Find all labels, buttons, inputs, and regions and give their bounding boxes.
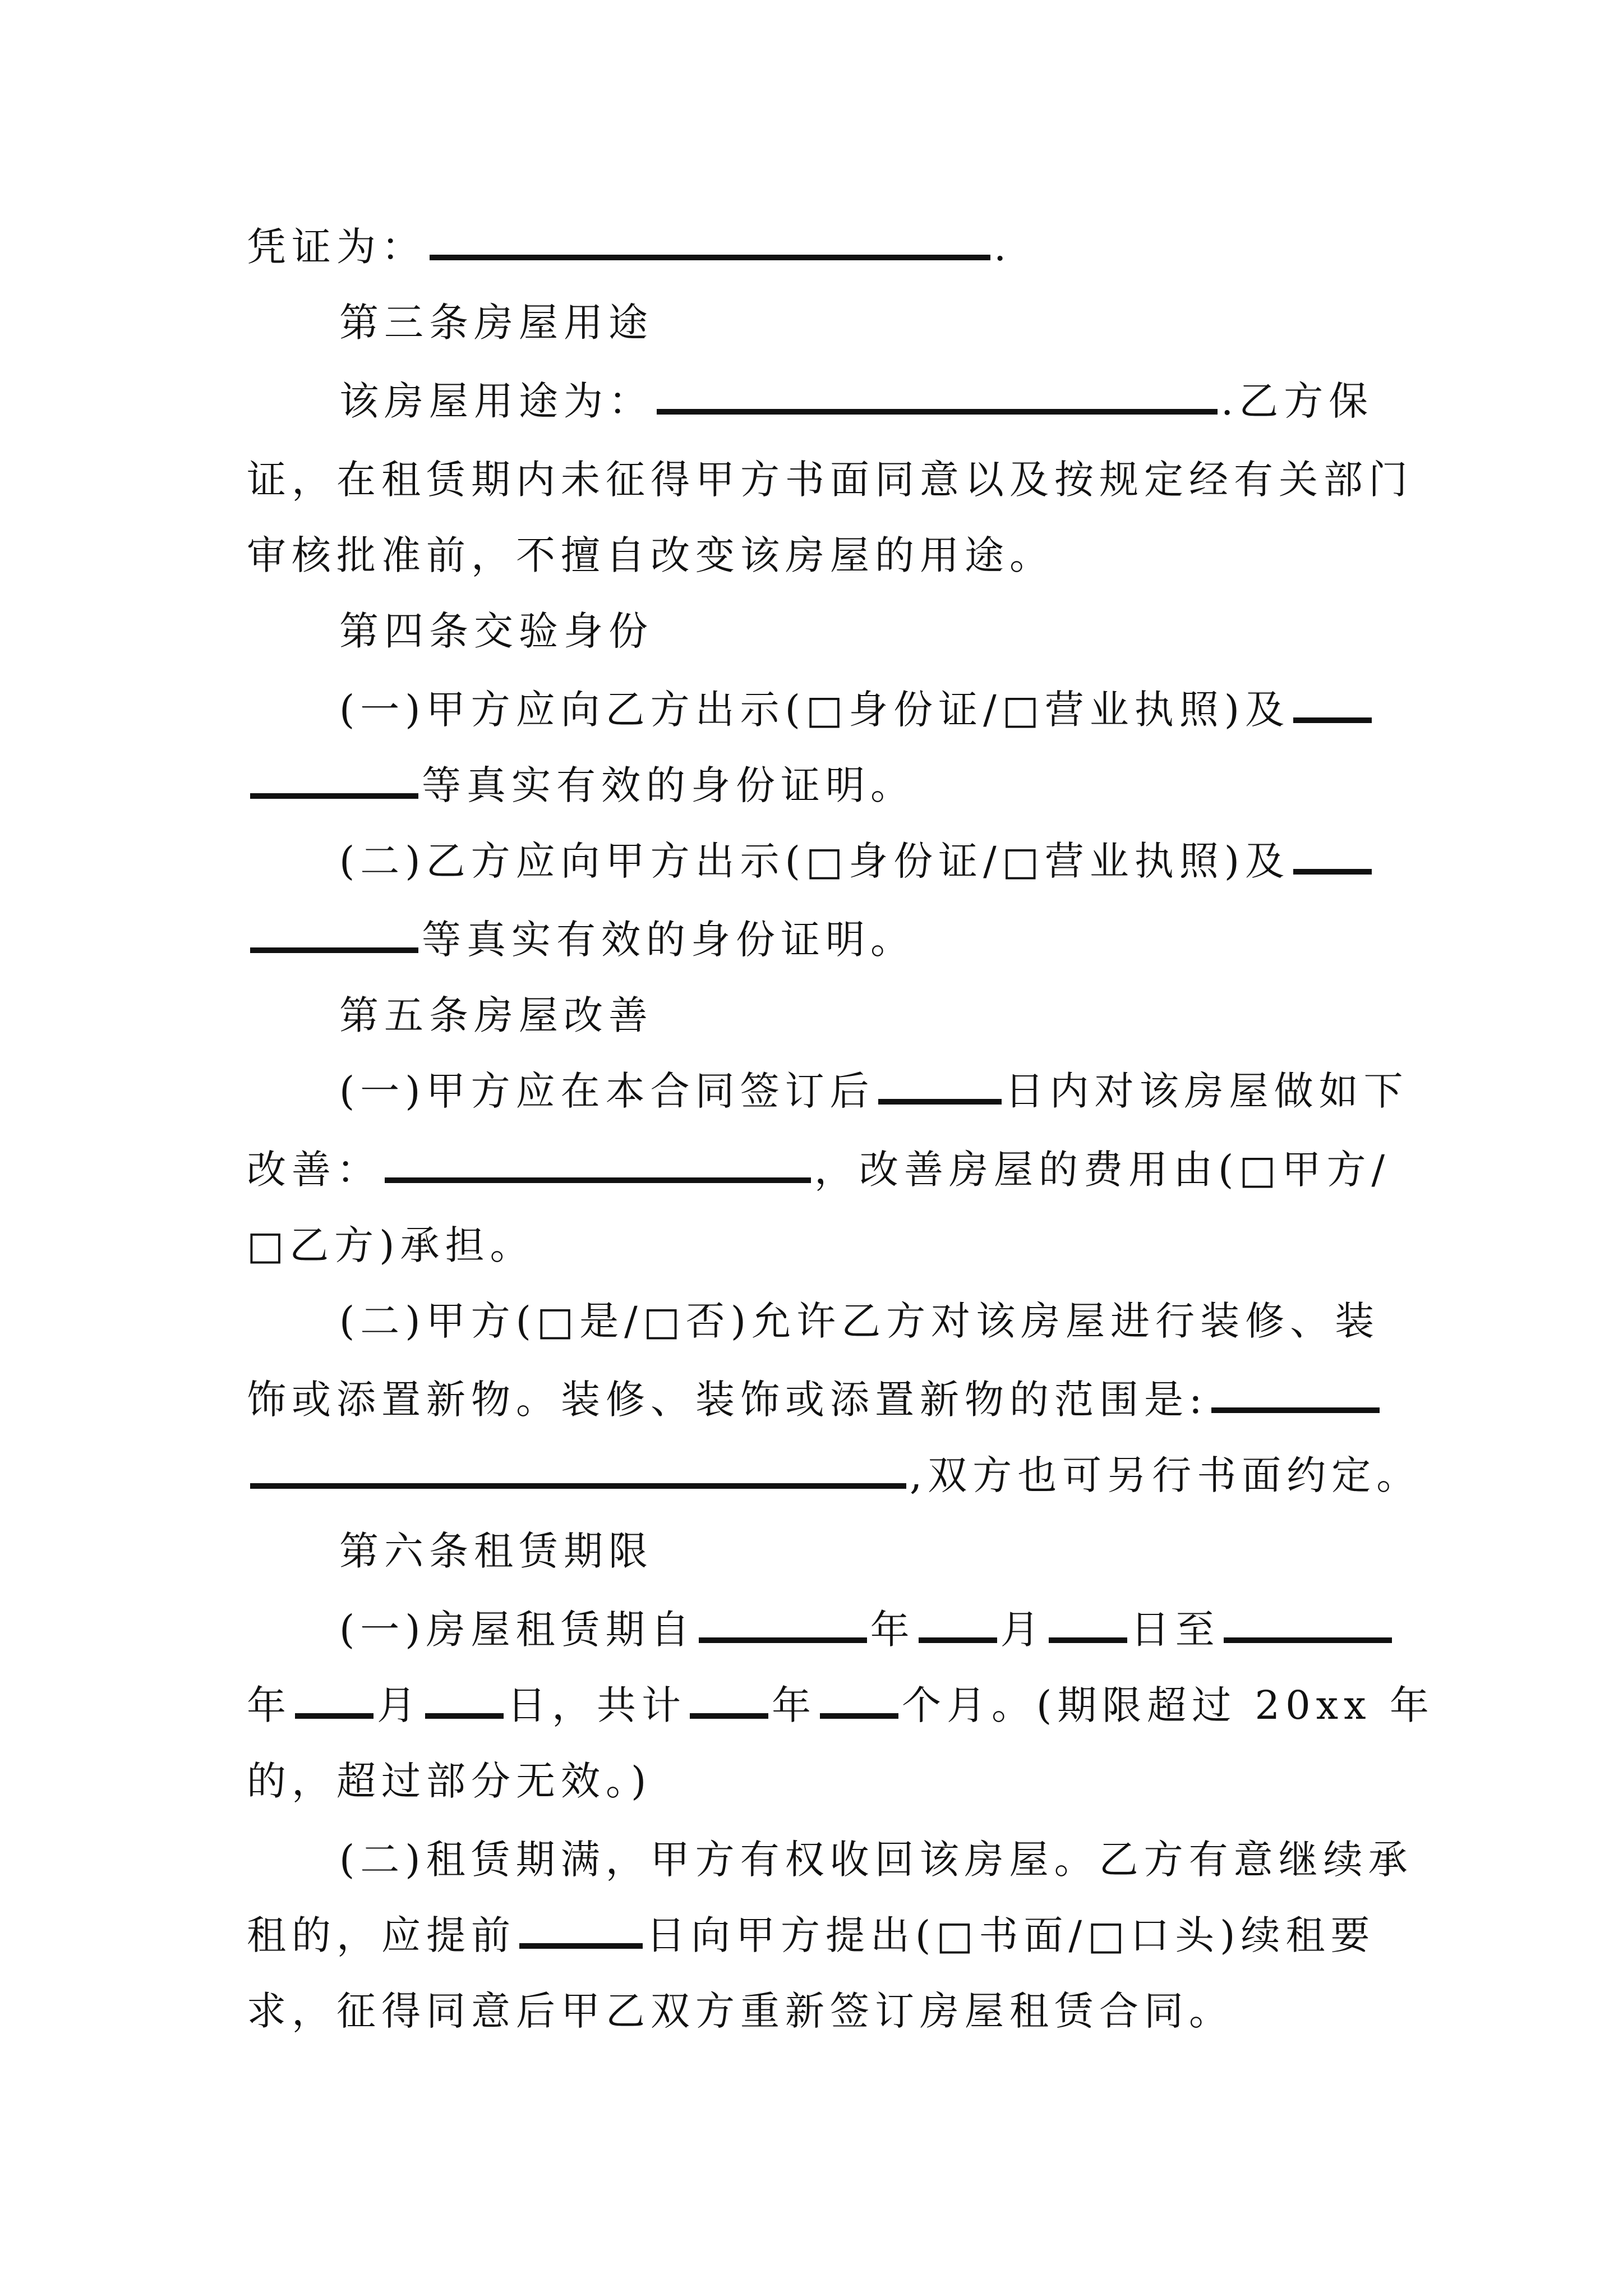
fill-blank[interactable] (690, 1682, 768, 1719)
fill-blank[interactable] (1049, 1606, 1127, 1643)
line-text: (一)房屋租赁期自 (339, 1607, 695, 1653)
fill-blank[interactable] (250, 762, 418, 799)
fill-blank[interactable] (699, 1606, 867, 1643)
line-text: (二)甲方(□是/□否)允许乙方对该房屋进行装修、装 (339, 1298, 1380, 1344)
line-text: 个月。(期限超过 20xx 年 (902, 1682, 1435, 1728)
fill-blank[interactable] (430, 223, 990, 260)
line-text: 日至 (1130, 1607, 1220, 1653)
line-text: (二)乙方应向甲方出示(□身份证/□营业执照)及 (339, 838, 1290, 884)
line-text: 凭证为： (247, 224, 426, 270)
heading-text: 第六条租赁期限 (339, 1528, 653, 1574)
line-text: ,双方也可另行书面约定。 (910, 1452, 1422, 1498)
line-text: 饰或添置新物。装修、装饰或添置新物的范围是: (247, 1377, 1208, 1423)
line-text: 该房屋用途为： (339, 378, 653, 424)
fill-blank[interactable] (250, 1452, 906, 1489)
fill-blank[interactable] (657, 378, 1218, 415)
line-text: ，改善房屋的费用由(□甲方/ (814, 1147, 1391, 1193)
fill-blank[interactable] (878, 1068, 1002, 1105)
line-text: □乙方)承担。 (247, 1222, 535, 1268)
fill-blank[interactable] (1293, 686, 1372, 723)
fill-blank[interactable] (425, 1682, 504, 1719)
fill-blank[interactable] (295, 1682, 374, 1719)
text-line (247, 1963, 1391, 2059)
fill-blank[interactable] (250, 916, 418, 953)
line-text: 审核批准前，不擅自改变该房屋的用途。 (247, 532, 1054, 578)
line-text: . (994, 224, 1012, 270)
fill-blank[interactable] (1211, 1376, 1380, 1413)
line-text: 改善： (247, 1147, 381, 1193)
line-text: 年 (870, 1607, 915, 1653)
fill-blank[interactable] (1224, 1606, 1392, 1643)
line-text: 年 (772, 1682, 817, 1728)
line-text: (一)甲方应在本合同签订后 (339, 1068, 875, 1114)
line-text: 证，在租赁期内未征得甲方书面同意以及按规定经有关部门 (247, 457, 1413, 503)
line-text: 的，超过部分无效。) (247, 1758, 652, 1804)
line-text: (一)甲方应向乙方出示(□身份证/□营业执照)及 (339, 687, 1290, 733)
line-text: 日向甲方提出(□书面/□口头)续租要 (646, 1912, 1376, 1958)
fill-blank[interactable] (385, 1146, 811, 1183)
fill-blank[interactable] (820, 1682, 898, 1719)
fill-blank[interactable] (919, 1606, 997, 1643)
line-text: 月 (1000, 1607, 1045, 1653)
fill-blank[interactable] (519, 1912, 643, 1949)
line-text: .乙方保 (1221, 378, 1374, 424)
line-text: 年 (247, 1682, 292, 1728)
line-text: (二)租赁期满，甲方有权收回该房屋。乙方有意继续承 (339, 1837, 1413, 1883)
line-text: 等真实有效的身份证明。 (422, 917, 915, 963)
line-text: 租的，应提前 (247, 1912, 516, 1958)
line-text: 等真实有效的身份证明。 (422, 762, 915, 808)
heading-text: 第三条房屋用途 (339, 300, 653, 346)
line-text: 月 (377, 1682, 422, 1728)
line-text: 日，共计 (507, 1682, 686, 1728)
line-text: 求，征得同意后甲乙双方重新签订房屋租赁合同。 (247, 1988, 1234, 2034)
heading-text: 第五条房屋改善 (339, 992, 653, 1038)
heading-text: 第四条交验身份 (339, 608, 653, 654)
line-text: 日内对该房屋做如下 (1004, 1068, 1409, 1114)
fill-blank[interactable] (1293, 838, 1372, 875)
